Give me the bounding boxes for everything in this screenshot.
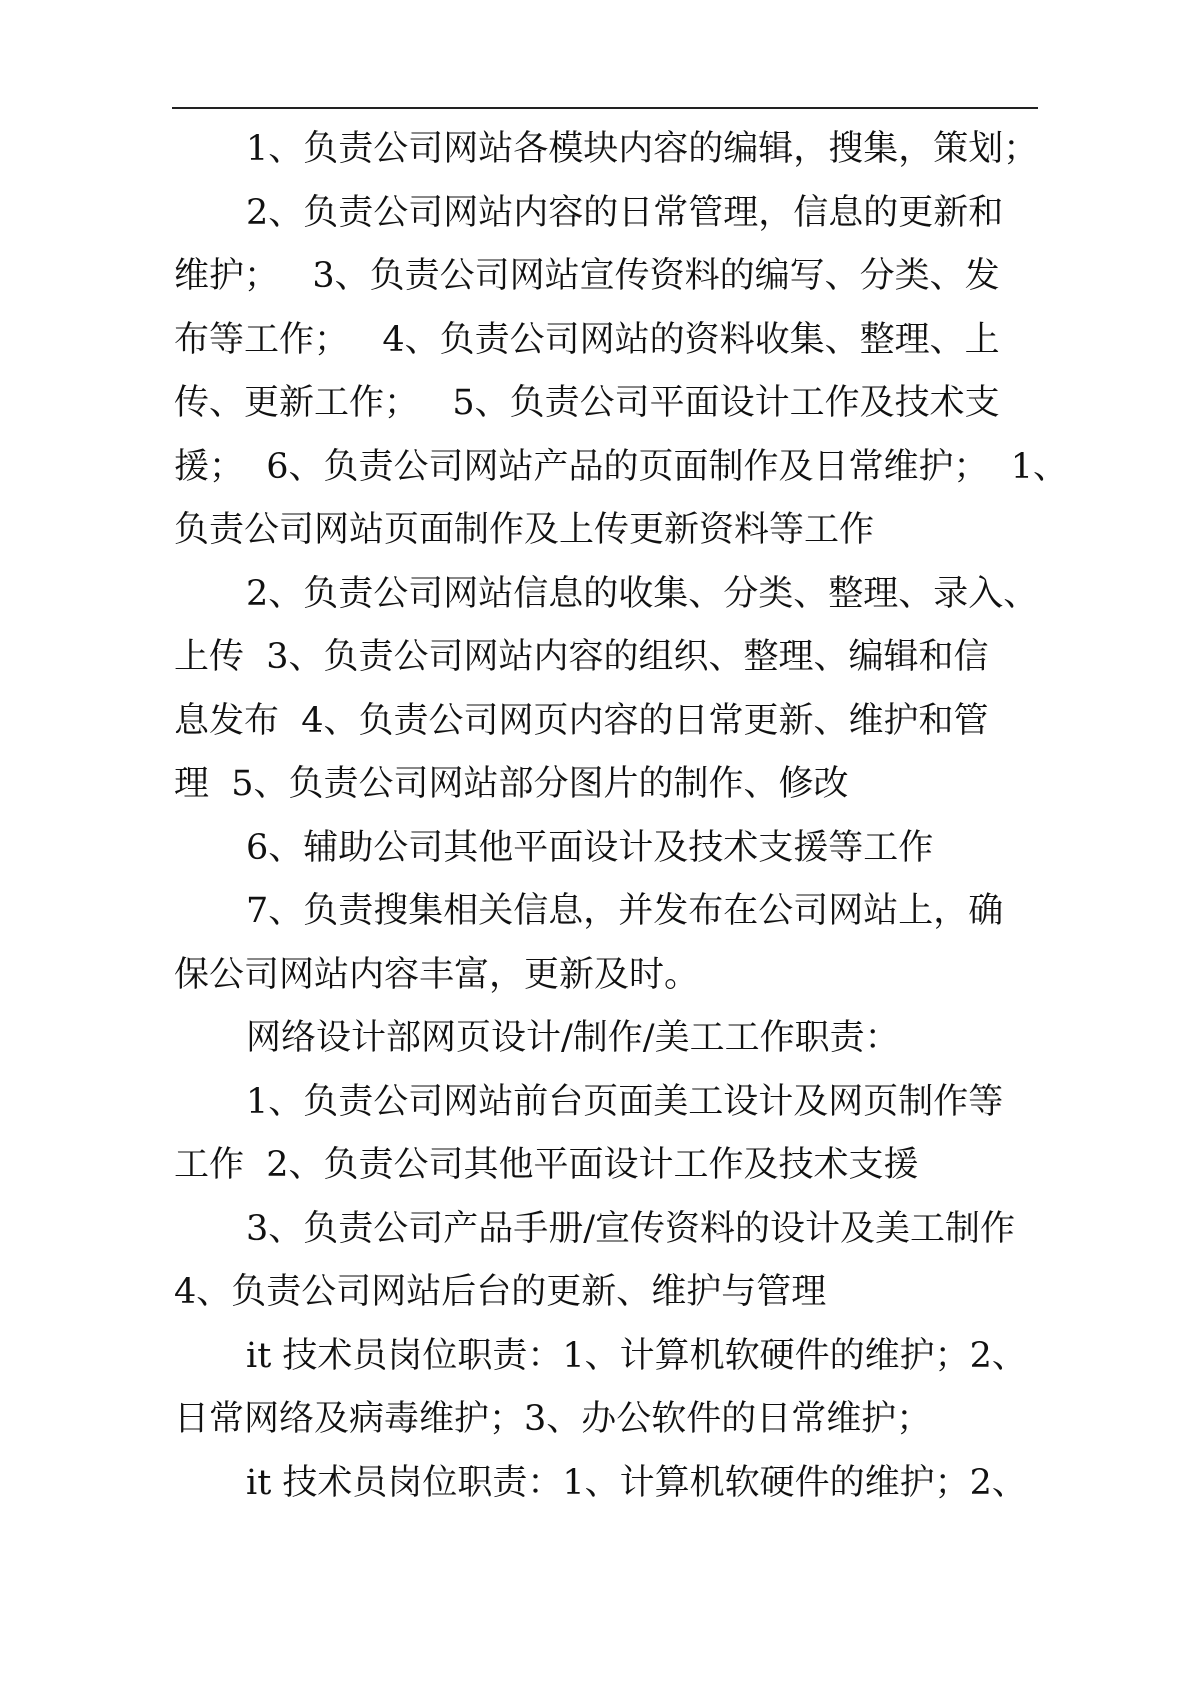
- text-line: 网络设计部网页设计/制作/美工工作职责：: [246, 1018, 900, 1058]
- text-line: 2、负责公司网站信息的收集、分类、整理、录入、: [246, 573, 1039, 614]
- text-line: 工作 2、负责公司其他平面设计工作及技术支援: [174, 1145, 919, 1185]
- text-line: 3、负责公司产品手册/宣传资料的设计及美工制作: [246, 1208, 1016, 1249]
- text-line: 传、更新工作； 5、负责公司平面设计工作及技术支: [174, 383, 1000, 423]
- text-line: 理 5、负责公司网站部分图片的制作、修改: [174, 764, 849, 804]
- text-line: 6、辅助公司其他平面设计及技术支援等工作: [246, 827, 934, 868]
- text-line: 2、负责公司网站内容的日常管理，信息的更新和: [246, 192, 1004, 233]
- text-line: 维护； 3、负责公司网站宣传资料的编写、分类、发: [174, 256, 1000, 296]
- text-line: 上传 3、负责公司网站内容的组织、整理、编辑和信: [174, 637, 989, 677]
- text-line: 1、负责公司网站各模块内容的编辑，搜集，策划；: [246, 129, 1039, 169]
- text-line: 4、负责公司网站后台的更新、维护与管理: [174, 1272, 827, 1312]
- text-line: 援； 6、负责公司网站产品的页面制作及日常维护； 1、: [174, 446, 1069, 487]
- document-body: [174, 118, 1069, 1515]
- header-rule: [172, 107, 1038, 109]
- text-line: 日常网络及病毒维护；3、办公软件的日常维护；: [174, 1399, 932, 1439]
- text-line: 负责公司网站页面制作及上传更新资料等工作: [174, 510, 875, 550]
- text-line: it 技术员岗位职责：1、计算机软硬件的维护；2、: [246, 1462, 1027, 1503]
- text-line: 7、负责搜集相关信息，并发布在公司网站上，确: [246, 891, 1004, 931]
- text-line: 息发布 4、负责公司网页内容的日常更新、维护和管: [174, 700, 989, 741]
- text-line: it 技术员岗位职责：1、计算机软硬件的维护；2、: [246, 1335, 1027, 1376]
- text-line: 1、负责公司网站前台页面美工设计及网页制作等: [246, 1081, 1004, 1122]
- text-line: 布等工作； 4、负责公司网站的资料收集、整理、上: [174, 319, 1000, 360]
- text-line: 保公司网站内容丰富，更新及时。: [174, 954, 700, 995]
